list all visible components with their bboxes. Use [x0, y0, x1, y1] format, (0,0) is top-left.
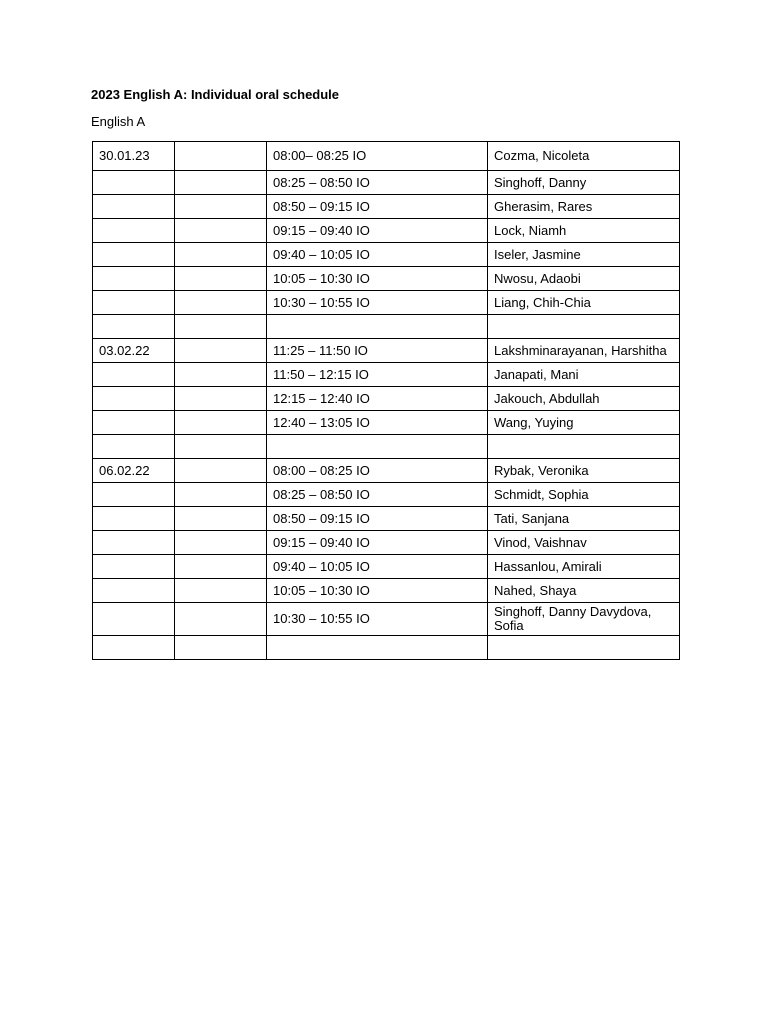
- student-cell: [488, 435, 680, 459]
- time-cell: 11:25 – 11:50 IO: [267, 339, 488, 363]
- student-cell: Janapati, Mani: [488, 363, 680, 387]
- date-cell: [93, 243, 175, 267]
- date-cell: [93, 267, 175, 291]
- time-cell: 08:50 – 09:15 IO: [267, 195, 488, 219]
- student-cell: Lock, Niamh: [488, 219, 680, 243]
- date-cell: [93, 315, 175, 339]
- date-cell: [93, 603, 175, 636]
- table-row: [93, 507, 680, 531]
- extra-cell: [175, 363, 267, 387]
- table-row: [93, 339, 680, 363]
- table-row: [93, 411, 680, 435]
- table-row: [93, 531, 680, 555]
- table-row: [93, 315, 680, 339]
- table-row: [93, 267, 680, 291]
- date-cell: 03.02.22: [93, 339, 175, 363]
- time-cell: 08:50 – 09:15 IO: [267, 507, 488, 531]
- date-cell: [93, 291, 175, 315]
- student-cell: Rybak, Veronika: [488, 459, 680, 483]
- table-row: [93, 555, 680, 579]
- student-cell: [488, 636, 680, 660]
- table-row: [93, 483, 680, 507]
- table-row: [93, 387, 680, 411]
- date-cell: [93, 531, 175, 555]
- student-cell: Hassanlou, Amirali: [488, 555, 680, 579]
- extra-cell: [175, 603, 267, 636]
- time-cell: 09:40 – 10:05 IO: [267, 243, 488, 267]
- time-cell: 10:30 – 10:55 IO: [267, 603, 488, 636]
- date-cell: [93, 195, 175, 219]
- time-cell: [267, 435, 488, 459]
- extra-cell: [175, 267, 267, 291]
- time-cell: 10:30 – 10:55 IO: [267, 291, 488, 315]
- date-cell: [93, 555, 175, 579]
- extra-cell: [175, 291, 267, 315]
- extra-cell: [175, 435, 267, 459]
- time-cell: 11:50 – 12:15 IO: [267, 363, 488, 387]
- table-row: [93, 363, 680, 387]
- date-cell: [93, 507, 175, 531]
- student-cell: [488, 315, 680, 339]
- table-row: [93, 219, 680, 243]
- table-row: [93, 603, 680, 636]
- table-row: [93, 291, 680, 315]
- student-cell: Tati, Sanjana: [488, 507, 680, 531]
- time-cell: 08:00– 08:25 IO: [267, 142, 488, 171]
- date-cell: [93, 387, 175, 411]
- oral-schedule-table: [92, 141, 680, 660]
- extra-cell: [175, 483, 267, 507]
- time-cell: 09:40 – 10:05 IO: [267, 555, 488, 579]
- date-cell: [93, 579, 175, 603]
- date-cell: [93, 435, 175, 459]
- extra-cell: [175, 219, 267, 243]
- extra-cell: [175, 411, 267, 435]
- date-cell: [93, 411, 175, 435]
- table-row: [93, 243, 680, 267]
- student-cell: Singhoff, Danny Davydova, Sofia: [488, 603, 680, 636]
- time-cell: 09:15 – 09:40 IO: [267, 219, 488, 243]
- extra-cell: [175, 459, 267, 483]
- extra-cell: [175, 315, 267, 339]
- student-cell: Wang, Yuying: [488, 411, 680, 435]
- table-row: [93, 459, 680, 483]
- time-cell: 08:25 – 08:50 IO: [267, 483, 488, 507]
- time-cell: 12:40 – 13:05 IO: [267, 411, 488, 435]
- table-row: [93, 195, 680, 219]
- extra-cell: [175, 387, 267, 411]
- student-cell: Singhoff, Danny: [488, 171, 680, 195]
- date-cell: [93, 636, 175, 660]
- student-cell: Iseler, Jasmine: [488, 243, 680, 267]
- date-cell: 06.02.22: [93, 459, 175, 483]
- time-cell: 08:00 – 08:25 IO: [267, 459, 488, 483]
- time-cell: [267, 636, 488, 660]
- table-row: [93, 579, 680, 603]
- time-cell: 10:05 – 10:30 IO: [267, 579, 488, 603]
- student-cell: Liang, Chih-Chia: [488, 291, 680, 315]
- table-row: [93, 435, 680, 459]
- extra-cell: [175, 171, 267, 195]
- student-cell: Vinod, Vaishnav: [488, 531, 680, 555]
- student-cell: Nahed, Shaya: [488, 579, 680, 603]
- student-cell: Schmidt, Sophia: [488, 483, 680, 507]
- extra-cell: [175, 339, 267, 363]
- extra-cell: [175, 531, 267, 555]
- date-cell: 30.01.23: [93, 142, 175, 171]
- time-cell: 10:05 – 10:30 IO: [267, 267, 488, 291]
- student-cell: Nwosu, Adaobi: [488, 267, 680, 291]
- student-cell: Gherasim, Rares: [488, 195, 680, 219]
- date-cell: [93, 219, 175, 243]
- extra-cell: [175, 579, 267, 603]
- student-cell: Cozma, Nicoleta: [488, 142, 680, 171]
- date-cell: [93, 483, 175, 507]
- extra-cell: [175, 243, 267, 267]
- date-cell: [93, 171, 175, 195]
- time-cell: 08:25 – 08:50 IO: [267, 171, 488, 195]
- extra-cell: [175, 636, 267, 660]
- time-cell: 09:15 – 09:40 IO: [267, 531, 488, 555]
- extra-cell: [175, 555, 267, 579]
- document-subtitle: English A: [91, 114, 146, 129]
- extra-cell: [175, 195, 267, 219]
- table-row: [93, 636, 680, 660]
- time-cell: [267, 315, 488, 339]
- student-cell: Jakouch, Abdullah: [488, 387, 680, 411]
- extra-cell: [175, 142, 267, 171]
- student-cell: Lakshminarayanan, Harshitha: [488, 339, 680, 363]
- date-cell: [93, 363, 175, 387]
- document-title: 2023 English A: Individual oral schedule: [91, 87, 340, 102]
- table-row: [93, 171, 680, 195]
- time-cell: 12:15 – 12:40 IO: [267, 387, 488, 411]
- extra-cell: [175, 507, 267, 531]
- table-row: [93, 142, 680, 171]
